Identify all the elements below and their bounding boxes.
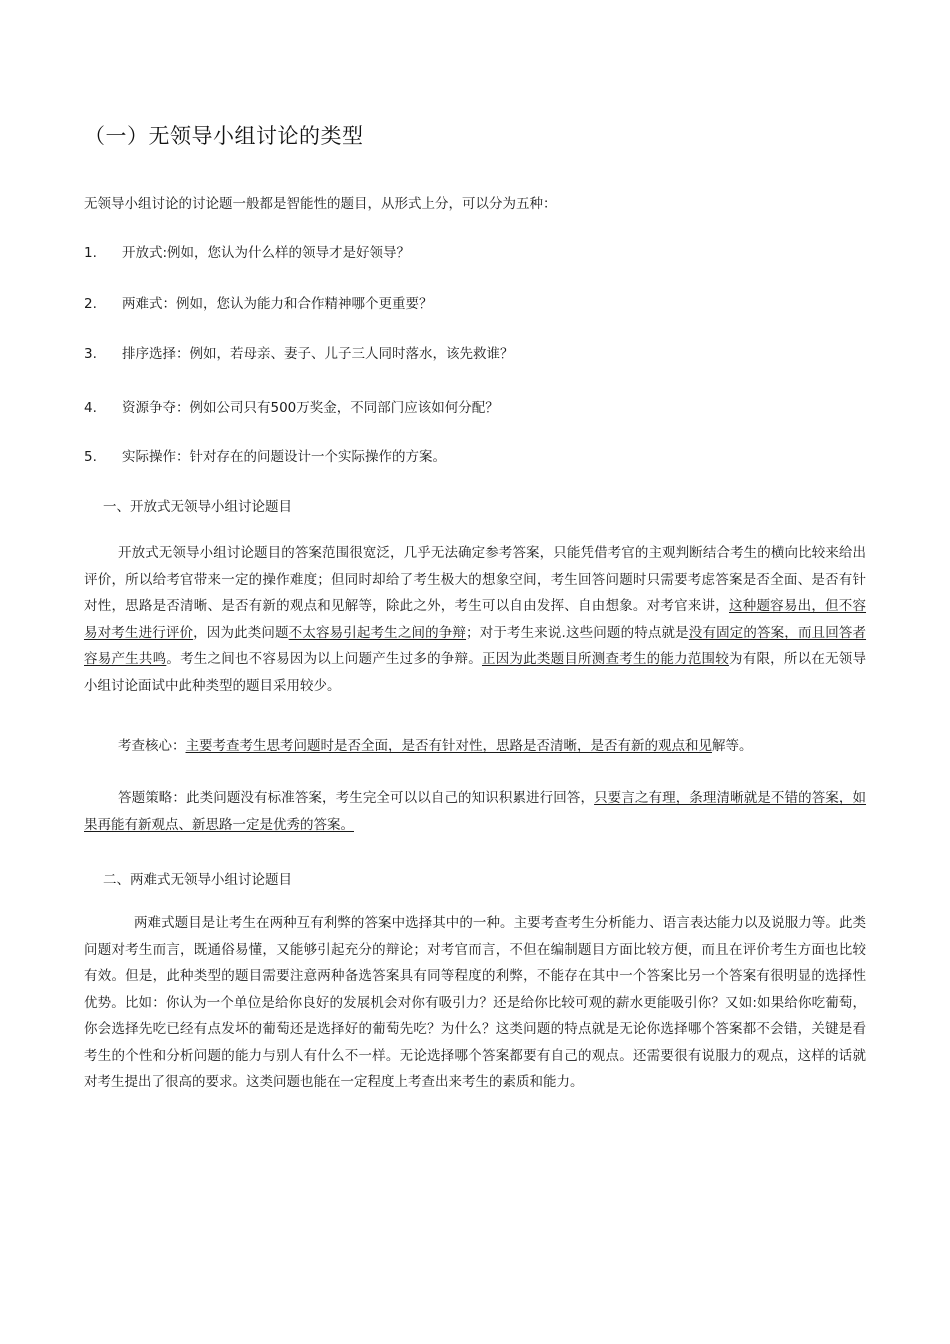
paragraph-text: 答题策略：此类问题没有标准答案，考生完全可以以自己的知识积累进行回答， bbox=[118, 790, 595, 806]
paragraph-text: 。考生之间也不容易因为以上问题产生过多的争辩。 bbox=[166, 651, 482, 667]
list-number: 5. bbox=[84, 449, 97, 465]
open-type-paragraph bbox=[84, 540, 866, 699]
paragraph-text: 开放式无领导小组讨论题目的答案范围很宽泛，几乎无法确定参考答案，只能凭借考官的主观判断结合考生的横向比较来给出评价，所以给考官带来一定的操作难度；但同时却给了考生极大的想象空间，考生回答问题时只需要考虑答案是否全面、是否有针对性，思路是否清晰、是否有新的观点和见解等，除此之外，考生可以自由发挥、自由想象。对考官来讲， bbox=[84, 545, 866, 614]
core-label: 考查核心： bbox=[118, 738, 186, 754]
list-item bbox=[84, 342, 514, 362]
list-item bbox=[84, 445, 446, 465]
dilemma-type-paragraph: 两难式题目是让考生在两种互有利弊的答案中选择其中的一种。主要考查考生分析能力、语言表达能力以及说服力等。此类问题对考生而言，既通俗易懂，又能够引起充分的辩论；对考官而言，不但在编制题目方面比较方便，而且在评价考生方面也比较有效。但是，此种类型的题目需要注意两种备选答案具有同等程度的利弊，不能存在其中一个答案比另一个答案有很明显的选择性优势。比如：你认为一个单位是给你良好的发展机会对你有吸引力？还是给你比较可观的薪水更能吸引你？又如:如果给你吃葡萄，你会选择先吃已经有点发坏的葡萄还是选择好的葡萄先吃？为什么？这类问题的特点就是无论你选择哪个答案都不会错，关键是看考生的个性和分析问题的能力与别人有什么不一样。无论选择哪个答案都要有自己的观点。还需要很有说服力的观点，这样的话就对考生提出了很高的要求。这类问题也能在一定程度上考查出来考生的素质和能力。 bbox=[84, 915, 866, 1090]
list-text: 两难式：例如，您认为能力和合作精神哪个更重要？ bbox=[122, 296, 433, 312]
core-paragraph bbox=[84, 733, 866, 760]
intro-text: 无领导小组讨论的讨论题一般都是智能性的题目，从形式上分，可以分为五种： bbox=[84, 196, 557, 212]
list-number: 2. bbox=[84, 296, 97, 312]
underlined-text: 正因为此类题目所测查考生的能力范围较 bbox=[481, 651, 730, 667]
list-item bbox=[84, 396, 499, 416]
underlined-text: 只要言之有理，条理清晰就是不错的答案，如果再能有新观点、新思路一定是优秀的答案。 bbox=[84, 790, 867, 833]
list-number: 4. bbox=[84, 400, 97, 416]
underlined-text: 没有固定的答案，而且回答者容易产生共鸣 bbox=[84, 624, 867, 667]
list-text: 实际操作：针对存在的问题设计一个实际操作的方案。 bbox=[122, 449, 446, 465]
underlined-text: 这种题容易出，但不容易对考生进行评价 bbox=[84, 598, 867, 641]
strategy-paragraph bbox=[84, 785, 866, 838]
list-number: 1. bbox=[84, 245, 97, 261]
list-text: 开放式:例如，您认为什么样的领导才是好领导？ bbox=[122, 245, 411, 261]
page-title: （一）无领导小组讨论的类型 bbox=[84, 124, 364, 148]
list-item bbox=[84, 241, 410, 261]
paragraph-text: ，因为此类问题 bbox=[193, 624, 289, 641]
list-text: 排序选择：例如，若母亲、妻子、儿子三人同时落水，该先救谁？ bbox=[122, 346, 514, 362]
list-number: 3. bbox=[84, 346, 97, 362]
underlined-text: 不太容易引起考生之间的争辩 bbox=[288, 624, 467, 641]
list-item bbox=[84, 292, 433, 312]
underlined-text: 主要考查考生思考问题时是否全面，是否有针对性，思路是否清晰，是否有新的观点和见 bbox=[185, 738, 712, 754]
section-heading-dilemma: 二、两难式无领导小组讨论题目 bbox=[103, 872, 292, 888]
paragraph-text: ；对于考生来说.这些问题的特点就是 bbox=[466, 624, 689, 641]
paragraph-text: 为有限，所以在无领导小组讨论面试中此种类型的题目采用较少。 bbox=[84, 651, 867, 694]
paragraph-text: 解等。 bbox=[712, 738, 753, 754]
section-heading-open: 一、开放式无领导小组讨论题目 bbox=[103, 499, 292, 515]
list-text: 资源争夺：例如公司只有500万奖金，不同部门应该如何分配？ bbox=[122, 400, 499, 416]
